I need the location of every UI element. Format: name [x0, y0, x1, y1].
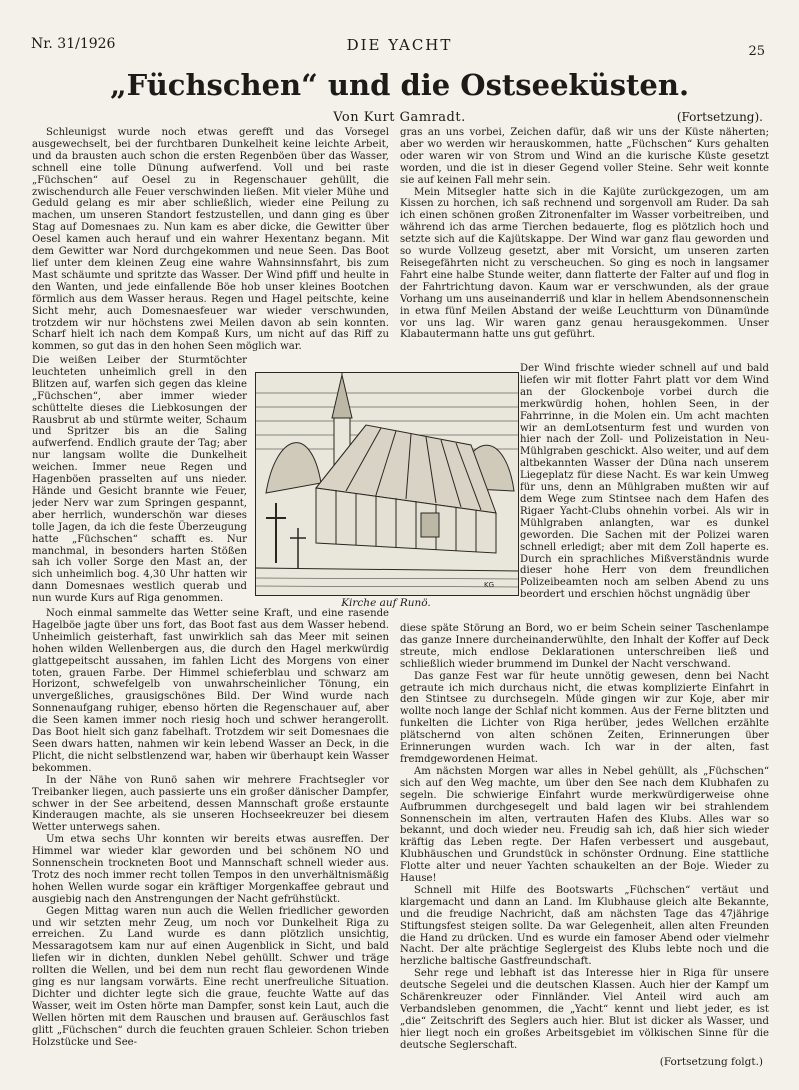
paragraph: Mein Mitsegler hatte sich in die Kajüte zurückgezogen, um am Kissen zu horchen, ich saß rechnend und sorgenvoll am Ruder. Da sah ich einen schönen großen Zitronenfalter im Wasser vorbeitreiben, und während ich das arme Tierchen bedauerte, flog es plötzlich hoch und setzte sich auf die Kajütskappe. Der Wind war ganz flau geworden und so wurde Vollzeug gesetzt, aber mit Vorsicht, um unseren zarten Reisegefährten nicht zu verscheuchen. So ging es noch in langsamer Fahrt eine halbe Stunde weiter, dann flatterte der Falter auf und flog in der Fahrtrichtung davon. Kaum war er verschwunden, als der graue Vorhang um uns auseinanderriß und klar in hellem Abendsonnenschein in etwa fünf Meilen Abstand der weiße Leuchtturm von Dünamünde vor uns lag. Wir waren ganz genau herausgekommen. Unser Klabautermann hatte uns gut geführt. — [400, 186, 769, 341]
church-window — [421, 513, 439, 537]
paragraph: Der Wind frischte wieder schnell auf und bald liefen wir mit flotter Fahrt platt vor dem Wind an der Glockenboje vorbei durch die merkwürdig hohen, hohlen Seen, in der Fahrrinne, in die Molen ein. Um acht machten wir an demLotsenturm fest und wurden von hier nach der Zoll- und Polizeistation in Neu-Mühlgraben geschickt. Also weiter, und auf dem altbekannten Wasser der Düna nach unserem Liegeplatz für diese Nacht. Es war kein Umweg für uns, denn an Mühlgraben mußten wir auf dem Wege zum Stintsee nach dem Hafen des Rigaer Yacht-Clubs ohnehin vorbei. Als wir in Mühlgraben anlangten, war es dunkel geworden. Die Sachen mit der Polizei waren schnell erledigt; aber mit dem Zoll haperte es. Durch ein sprachliches Mißverständnis wurde dieser hohe Herr von dem freundlichen Polizeibeamten noch am selben Abend zu uns beordert und erschien höchst ungnädig über — [520, 363, 769, 601]
article-byline: Von Kurt Gamradt. — [333, 110, 466, 125]
article-text-left-top — [32, 127, 389, 355]
paragraph: Sehr rege und lebhaft ist das Interesse hier in Riga für unsere deutsche Segelei und die deutschen Klassen. Auch hier der Kampf um Schärenkreuzer oder Finnländer. Viel Anteil wird auch am Verbandsleben genommen, die „Yacht“ kennt und liebt jeder, es ist „die“ Zeitschrift des Seglers auch hier. Blut ist dicker als Wasser, und hier liegt noch ein großes Arbeitsgebiet im völkischen Sinne für die deutsche Seglerschaft. — [400, 968, 769, 1051]
paragraph: Das ganze Fest war für heute unnötig gewesen, denn bei Nacht getraute ich mich durchaus nicht, die etwas komplizierte Einfahrt in den Stintsee zu durchsegeln. Müde gingen wir zur Koje, aber mir wollte noch lange der Schlaf nicht kommen. Aus der Ferne blitzten und funkelten die Lichter von Riga herüber, jedes Wellchen erzählte plätschernd von alten schönen Zeiten, Erinnerungen über Erinnerungen wurden wach. Ich war in der alten, fast fremdgewordenen Heimat. — [400, 670, 769, 765]
artist-signature: KG — [484, 581, 495, 589]
page-number: 25 — [748, 44, 765, 59]
paragraph: Um etwa sechs Uhr konnten wir bereits etwas ausreffen. Der Himmel war wieder klar geworden und bei schönem NO und Sonnenschein trockneten Boot und Mannschaft schnell wieder aus. Trotz des noch immer recht tollen Tempos in den unverhältnismäßig hohen Wellen wurde sogar ein kräftiger Morgenkaffee gebraut und ausgiebig nach den Anstrengungen der Nacht gefrühstückt. — [32, 834, 389, 905]
continuation-note: (Fortsetzung). — [676, 110, 763, 124]
paragraph: diese späte Störung an Bord, wo er beim Schein seiner Taschenlampe das ganze Innere durcheinanderwühlte, den Inhalt der Koffer auf Deck streute, mich endlose Deklarationen unterschreiben ließ und schließlich wieder brummend im Dunkel der Nacht verschwand. — [400, 623, 769, 670]
paragraph: Schnell mit Hilfe des Bootswarts „Füchschen“ vertäut und klargemacht und dann an Land. Im Klubhause gleich alte Bekannte, und die freudige Nachricht, daß am nächsten Tage das 47jährige Stiftungsfest steigen sollte. Da war Gelegenheit, allen alten Freunden die Hand zu drücken. Und es wurde ein famoser Abend oder vielmehr Nacht. Der alte prächtige Seglergeist des Klubs lebte noch und die herzliche baltische Gastfreundschaft. — [400, 884, 769, 968]
paragraph: Gegen Mittag waren nun auch die Wellen friedlicher geworden und wir setzten mehr Zeug, um noch vor Dunkelheit Riga zu erreichen. Zu Land wurde es dann plötzlich unsichtig, Messaragotsem kam nur auf einen Augenblick in Sicht, und bald liefen wir in dichten, dunklen Nebel gehüllt. Schwer und träge rollten die Wellen, und bei dem nun recht flau gewordenen Winde ging es nur langsam vorwärts. Eine recht unerfreuliche Situation. Dichter und dichter legte sich die graue, feuchte Watte auf das Wasser, weit im Osten hörte man Dampfer, sonst kein Laut, auch die Wellen hörten mit dem Rauschen und brausen auf. Geräuschlos fast glitt „Füchschen“ durch die feuchten grauen Schleier. Schon trieben Holzstücke und See- — [32, 905, 389, 1048]
article-text-right-bottom — [400, 623, 769, 1053]
article-text-right-top — [400, 127, 769, 363]
church-illustration — [255, 372, 519, 596]
article-title: „Füchschen“ und die Ostseeküsten. — [109, 68, 690, 102]
paragraph: Am nächsten Morgen war alles in Nebel gehüllt, als „Füchschen“ sich auf den Weg machte, um über den See nach dem Klubhafen zu segeln. Die schwierige Einfahrt wurde merkwürdigerweise ohne Aufbrummen durchgesegelt und bald lagen wir bei strahlendem Sonnenschein im alten, vertrauten Hafen des Klubs. Alles war so bekannt, und doch wieder neu. Freudig sah ich, daß hier sich wieder kräftig das Leben regte. Der Hafen verbessert und ausgebaut, Klubhäuschen und Grundstück in schönster Ordnung. Eine stattliche Flotte alter und neuer Yachten schaukelten an der Boje. Wieder zu Hause! — [400, 765, 769, 885]
article-text-right-middle — [520, 363, 769, 623]
paragraph: Noch einmal sammelte das Wetter seine Kraft, und eine rasende Hagelböe jagte über uns fort, das Boot fast aus dem Wasser hebend. Unheimlich geisterhaft, fast unwirklich sah das Meer mit seinen hohen wilden Wellenbergen aus, die durch den Hagel merkwürdig glattgepeitscht aussahen, im fahlen Licht des Morgens von einer toten, grauen Farbe. Der Himmel schieferblau und schwarz am Horizont, schwefelgelb von unwahrscheinlicher Tönung, ein unvergeßliches, grausigschönes Bild. Der Wind wurde nach Sonnenaufgang ruhiger, ebenso hörten die Regenschauer auf, aber die Seen kamen immer noch riesig hoch und schwer herangerollt. Das Boot hielt sich ganz fabelhaft. Trotzdem wir seit Domesnaes die Seen dwars hatten, nahmen wir kein lebend Wasser an Deck, in die Plicht, die nicht selbstlenzend war, haben wir überhaupt kein Wasser bekommen. — [32, 608, 389, 774]
article-text-left-middle — [32, 355, 247, 608]
paragraph: Schleunigst wurde noch etwas gerefft und das Vorsegel ausgewechselt, bei der furchtbaren Dunkelheit keine leichte Arbeit, und da brausten auch schon die ersten Regenböen über das Wasser, schnell eine tolle Dünung aufwerfend. Voll und bei raste „Füchschen“ auf Oesel zu in Regenschauer gehüllt, die zwischendurch alle Feuer verschwinden ließen. Mit vieler Mühe und Geduld gelang es mir aber schließlich, wieder eine Peilung zu machen, um unseren Standort festzustellen, und dann ging es über Stag auf Domesnaes zu. Nun kam es aber dicke, die Gewitter über Oesel kamen auch herauf und ein wahrer Hexentanz begann. Mit dem Gewitter war Nord durchgekommen und neue Seen. Das Boot lief unter dem kleinen Zeug eine wahre Wahnsinnsfahrt, bis zum Mast schäumte und spritzte das Wasser. Der Wind pfiff und heulte in den Wanten, und jede einfallende Böe hob unser kleines Bootchen förmlich aus dem Wasser heraus. Regen und Hagel peitschte, keine Sicht mehr, auch Domesnaesfeuer war wieder verschwunden, trotzdem wir nur höchstens zwei Meilen davon ab sein konnten. Scharf hielt ich nach dem Kompaß Kurs, um nicht auf das Riff zu kommen, so gut das in den hohen Seen möglich war. — [32, 127, 389, 353]
article-text-left-bottom — [32, 608, 389, 1075]
church-spire — [332, 375, 352, 418]
church-drawing — [256, 373, 518, 595]
journal-title: DIE YACHT — [346, 36, 453, 54]
continued-note: (Fortsetzung folgt.) — [659, 1056, 763, 1068]
paragraph: gras an uns vorbei, Zeichen dafür, daß wir uns der Küste näherten; aber wo werden wir herauskommen, hatte „Füchschen“ Kurs gehalten oder waren wir von Strom und Wind an die kurische Küste gesetzt worden, und die ist in dieser Gegend voller Steine. Sehr weit konnte sie auf keinen Fall mehr sein. — [400, 127, 769, 186]
left-tree — [266, 443, 321, 493]
paragraph: Die weißen Leiber der Sturmtöchter leuchteten unheimlich grell in den Blitzen auf, warfen sich gegen das kleine „Füchschen“, aber immer wieder schüttelte dieses die Liebkosungen der Rausbrut ab und stürmte weiter, Schaum und Spritzer bis an die Saling aufwerfend. Endlich graute der Tag; aber nur langsam wollte die Dunkelheit weichen. Immer neue Regen und Hagenböen prasselten auf uns nieder. Hände und Gesicht brannte wie Feuer, jeder Nerv war zum Springen gespannt, aber herrlich, wunderschön war dieses tolle Jagen, da ich die feste Überzeugung hatte „Füchschen“ schafft es. Nur manchmal, in besonders harten Stößen sah ich voller Sorge den Mast an, der sich unheimlich bog. 4,30 Uhr hatten wir dann Domesnaes westlich querab und nun wurde Kurs auf Riga genommen. — [32, 355, 247, 605]
figure-caption: Kirche auf Runö. — [341, 597, 431, 609]
issue-number: Nr. 31/1926 — [31, 36, 116, 52]
paragraph: In der Nähe von Runö sahen wir mehrere Frachtsegler vor Treibanker liegen, auch passierte uns ein großer dänischer Dampfer, schwer in der See arbeitend, dessen Mannschaft große erstaunte Kinderaugen machte, als sie unseren Hochseekreuzer bei diesem Wetter unterwegs sahen. — [32, 774, 389, 834]
